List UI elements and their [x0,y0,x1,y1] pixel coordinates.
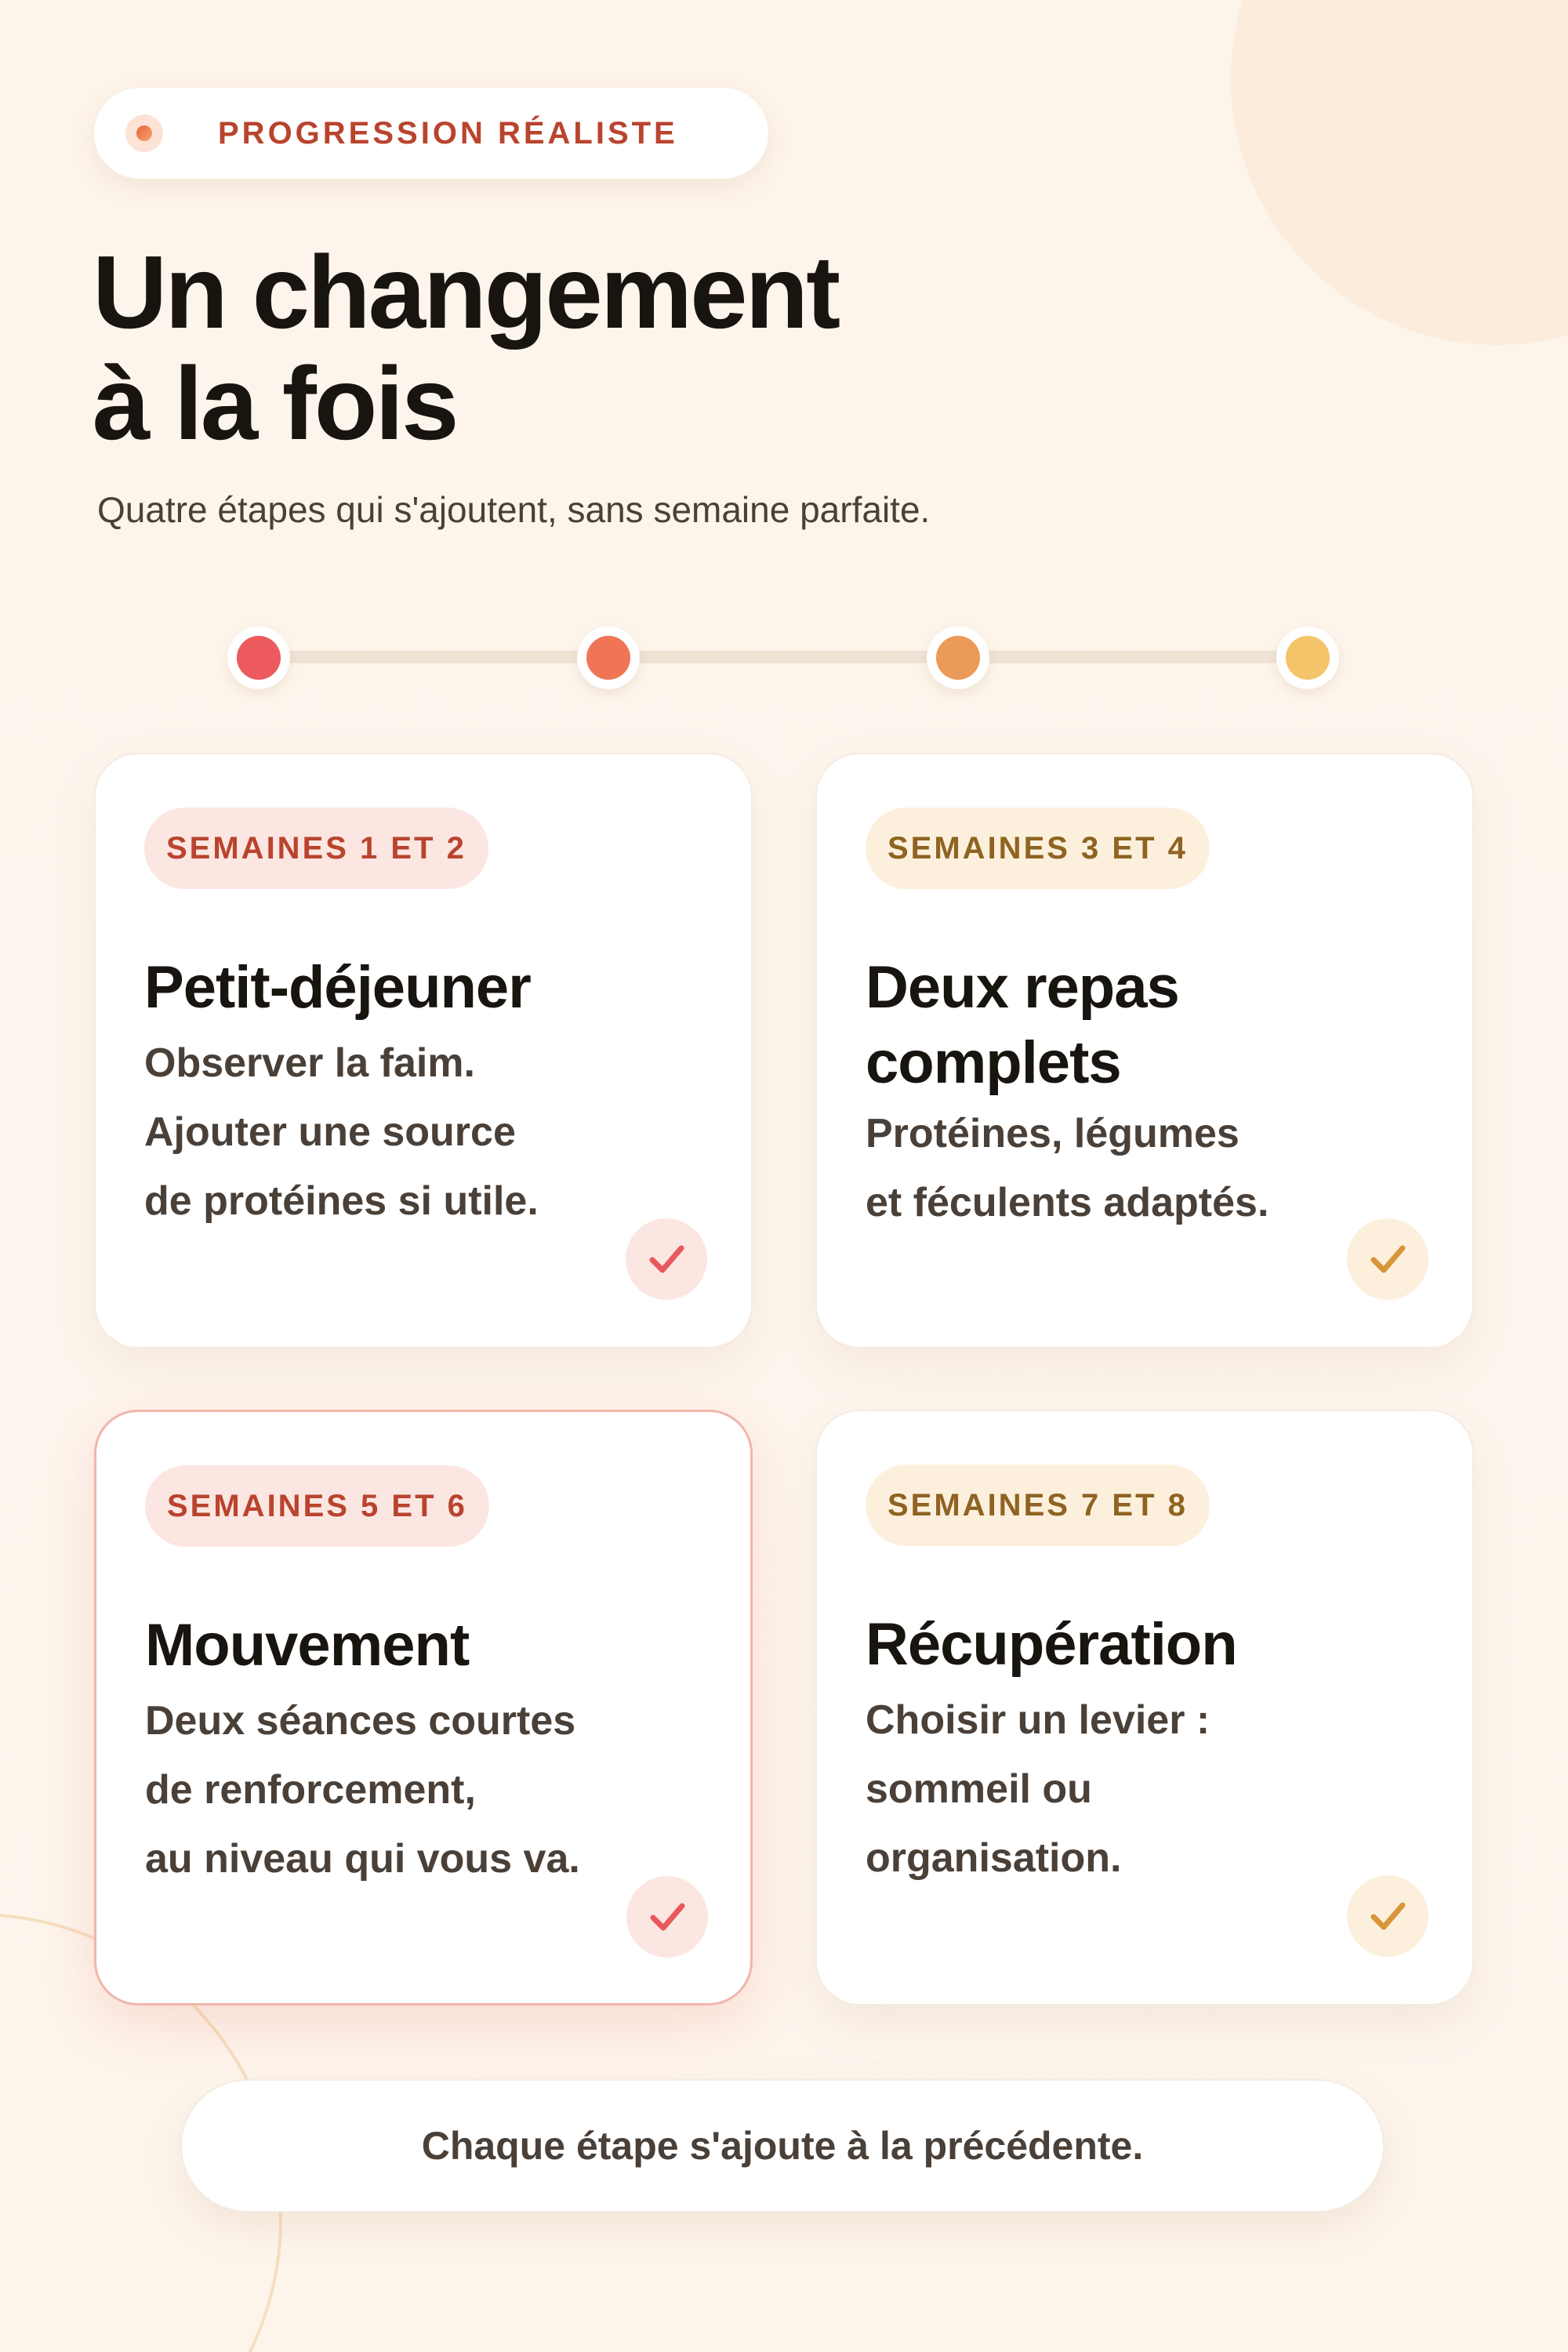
progress-step-4 [1276,626,1339,689]
step-description [866,1686,1430,1893]
step-description-line: de renforcement, [145,1767,476,1813]
step-title-line: Deux repas [866,954,1179,1021]
step-card-3 [94,1410,753,2005]
step-description-line: de protéines si utile. [144,1178,539,1224]
step-title [866,1607,1430,1682]
step-card-2 [815,753,1474,1348]
step-title-line: Mouvement [145,1612,470,1679]
step-description-line: au niveau qui vous va. [145,1836,580,1882]
step-description-line: Protéines, légumes [866,1111,1240,1156]
step-card-1 [94,753,753,1348]
check-icon [1347,1218,1428,1300]
step-description-line: Choisir un levier : [866,1697,1210,1743]
step-dot-icon [586,636,630,680]
progress-track [259,651,1309,663]
step-description [866,1099,1430,1237]
footer-note [180,2079,1385,2212]
check-icon [626,1876,708,1958]
step-description-line: Ajouter une source [144,1109,516,1155]
eyebrow-pill [94,88,768,179]
step-description-line: et féculents adaptés. [866,1180,1269,1225]
step-title [145,1608,710,1683]
page-title [93,234,839,461]
check-icon [626,1218,707,1300]
step-dot-icon [936,636,980,680]
eyebrow-label: PROGRESSION RÉALISTE [218,116,678,151]
step-card-4 [815,1410,1474,2005]
dot-icon [125,114,163,152]
step-badge: SEMAINES 1 ET 2 [144,808,488,889]
step-dot-icon [1286,636,1330,680]
page-title-line: à la fois [93,346,457,461]
decorative-circle [1231,0,1568,345]
step-title-line: complets [866,1029,1121,1096]
step-badge: SEMAINES 7 ET 8 [866,1465,1210,1546]
step-description-line: Observer la faim. [144,1040,475,1086]
step-title-line: Petit-déjeuner [144,954,531,1021]
progress-step-1 [227,626,290,689]
step-badge: SEMAINES 3 ET 4 [866,808,1210,889]
step-description-line: Deux séances courtes [145,1698,576,1744]
step-badge: SEMAINES 5 ET 6 [145,1465,489,1547]
step-description-line: organisation. [866,1835,1122,1881]
step-title [866,950,1430,1101]
step-title [144,950,709,1025]
page-subtitle: Quatre étapes qui s'ajoutent, sans semaine parfaite. [97,489,931,530]
progress-step-2 [577,626,640,689]
step-description [144,1029,709,1236]
footer-text: Chaque étape s'ajoute à la précédente. [421,2124,1144,2168]
check-icon [1347,1875,1428,1957]
step-dot-icon [237,636,281,680]
step-title-line: Récupération [866,1611,1237,1678]
progress-step-3 [927,626,989,689]
page-title-line: Un changement [93,234,839,350]
step-description [145,1686,710,1893]
step-description-line: sommeil ou [866,1766,1092,1812]
